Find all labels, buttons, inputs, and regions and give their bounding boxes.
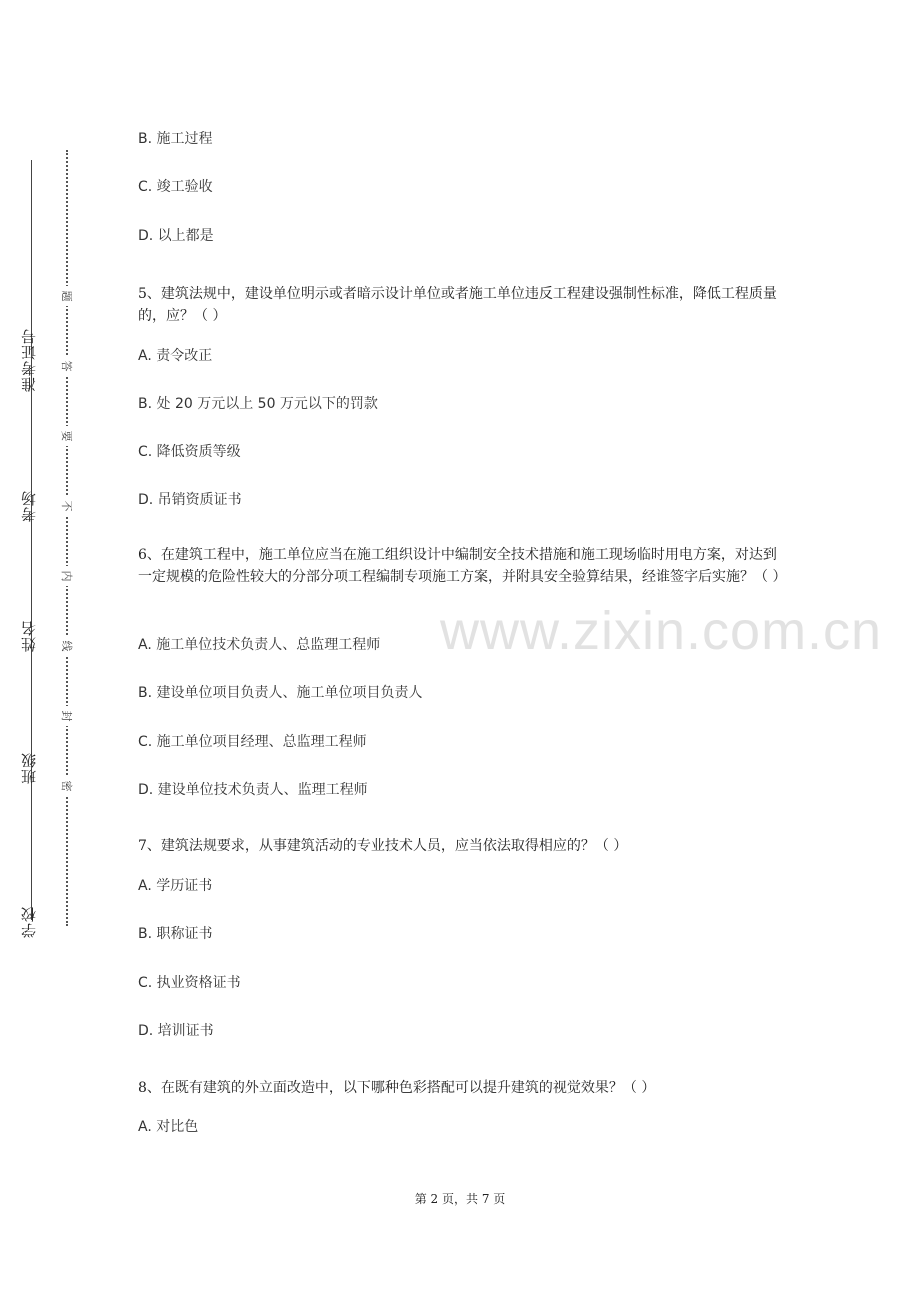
- seal-char: 密: [59, 776, 75, 796]
- watermark: www.zixin.com.cn: [440, 601, 883, 661]
- seal-char: 封: [59, 706, 75, 726]
- q4-option-c: C. 竣工验收: [138, 179, 213, 195]
- seal-char: 要: [59, 426, 75, 446]
- seal-char: 线: [59, 636, 75, 656]
- seal-char: 内: [59, 566, 75, 586]
- exam-id-label: 准考证号: [20, 328, 38, 392]
- exam-room-label: 考场: [20, 490, 38, 522]
- binding-solid-line: [31, 160, 32, 920]
- q7-option-d: D. 培训证书: [138, 1023, 214, 1039]
- q6-option-a: A. 施工单位技术负责人、总监理工程师: [138, 637, 381, 653]
- question-5: 5、建筑法规中，建设单位明示或者暗示设计单位或者施工单位违反工程建设强制性标准，降低工程质量的，应？（ ）: [138, 286, 777, 324]
- q7-option-b: B. 职称证书: [138, 926, 213, 942]
- seal-char: 不: [59, 496, 75, 516]
- seal-char: 答: [59, 356, 75, 376]
- q5-option-a: A. 责令改正: [138, 348, 213, 364]
- q6-option-b: B. 建设单位项目负责人、施工单位项目负责人: [138, 685, 423, 701]
- seal-char: 题: [59, 286, 75, 306]
- class-label: 班级: [20, 752, 38, 784]
- binding-margin: [0, 0, 110, 1302]
- binding-dotted-line: [66, 150, 68, 926]
- question-8: 8、在既有建筑的外立面改造中，以下哪种色彩搭配可以提升建筑的视觉效果？（ ）: [138, 1080, 656, 1096]
- q5-option-d: D. 吊销资质证书: [138, 492, 242, 508]
- page-footer: 第 2 页，共 7 页: [414, 1192, 506, 1206]
- q7-option-a: A. 学历证书: [138, 878, 213, 894]
- q4-option-b: B. 施工过程: [138, 131, 213, 147]
- q6-option-c: C. 施工单位项目经理、总监理工程师: [138, 734, 367, 750]
- q6-option-d: D. 建设单位技术负责人、监理工程师: [138, 782, 368, 798]
- q8-option-a: A. 对比色: [138, 1119, 199, 1135]
- q7-option-c: C. 执业资格证书: [138, 975, 241, 991]
- school-label: 学校: [20, 906, 38, 938]
- q5-option-c: C. 降低资质等级: [138, 444, 241, 460]
- question-7: 7、建筑法规要求，从事建筑活动的专业技术人员，应当依法取得相应的？（ ）: [138, 838, 628, 854]
- q5-option-b: B. 处 20 万元以上 50 万元以下的罚款: [138, 396, 378, 412]
- question-6: 6、在建筑工程中，施工单位应当在施工组织设计中编制安全技术措施和施工现场临时用电方案，对达到一定规模的危险性较大的分部分项工程编制专项施工方案，并附具安全验算结果，经谁签字后实施？（ ）: [138, 547, 787, 585]
- q4-option-d: D. 以上都是: [138, 228, 214, 244]
- name-label: 姓名: [20, 620, 38, 652]
